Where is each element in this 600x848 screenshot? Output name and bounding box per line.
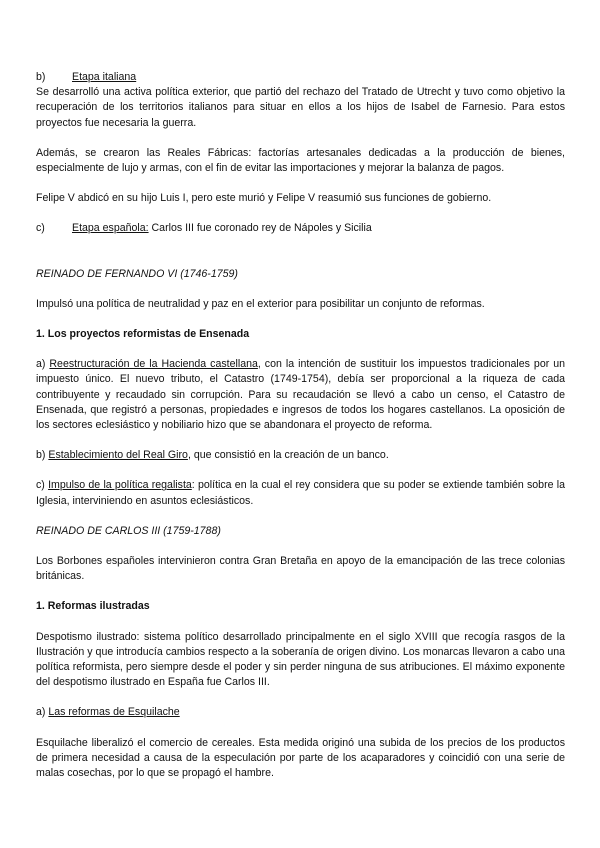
- line-text: Carlos III fue coronado rey de Nápoles y Sicilia: [148, 222, 372, 235]
- list-label: b): [36, 449, 49, 462]
- paragraph: Los Borbones españoles intervinieron contra Gran Bretaña en apoyo de la emancipación de las trece colonias británicas.: [36, 555, 565, 583]
- list-label: a): [36, 706, 49, 719]
- etapa-espanola-line: [36, 221, 565, 236]
- list-label: c): [36, 479, 49, 492]
- paragraph: [36, 448, 565, 463]
- paragraph-text: , que consistió en la creación de un banco.: [187, 449, 389, 462]
- section-heading: 1. Los proyectos reformistas de Ensenada: [36, 328, 250, 341]
- underlined-term: Las reformas de Esquilache: [48, 706, 180, 719]
- paragraph: Se desarrolló una activa política exterior, que partió del rechazo del Tratado de Utrecht y tuvo como objetivo la recuperación de los territorios italianos para situar en ellos a los hijos de Isabel de Farnesio. Para estos proyectos fue necesaria la guerra.: [36, 86, 565, 129]
- document-page: [36, 70, 565, 781]
- list-label: c): [36, 222, 45, 235]
- section-heading: 1. Reformas ilustradas: [36, 600, 150, 613]
- paragraph: Impulsó una política de neutralidad y paz en el exterior para posibilitar un conjunto de reformas.: [36, 297, 485, 310]
- paragraph: Esquilache liberalizó el comercio de cereales. Esta medida originó una subida de los precios de los productos de primera necesidad a causa de la especulación por parte de los acaparadores y coincidió con una serie de malas cosechas, por lo que se propagó el hambre.: [36, 736, 565, 780]
- paragraph-text: , con la intención de sustituir los impuestos tradicionales por un impuesto único. El nuevo tributo, el Catastro (1749-1754), debía ser proporcional a la riqueza de cada contribuyente y recaudado sin corrupción. Para su recaudación se llevó a cabo un censo, el Catastro de Ensenada, que registró a personas, propiedades e ingresos de todos los hogares castellanos. La oposición de los sectores eclesiástico y nobiliario hizo que se abandonara el proyecto de reforma.: [36, 358, 565, 432]
- paragraph: Despotismo ilustrado: sistema político desarrollado principalmente en el siglo XVIII que recogía rasgos de la Ilustración y que introducía cambios respecto a la soberanía de origen divino. Los monarcas llevaron a cabo una política reformista, pero siempre desde el poder y sin perder ninguna de sus atribuciones. El máximo exponente del despotismo ilustrado en España fue Carlos III.: [36, 630, 565, 689]
- paragraph: Además, se crearon las Reales Fábricas: factorías artesanales dedicadas a la producción de bienes, especialmente de lujo y armas, con el fin de evitar las importaciones y mejorar la balanza de pagos.: [36, 146, 565, 175]
- paragraph: [36, 478, 565, 508]
- reign-title: REINADO DE CARLOS III (1759-1788): [36, 524, 221, 537]
- list-label: b): [36, 71, 46, 83]
- underlined-term: Reestructuración de la Hacienda castellana: [49, 358, 258, 371]
- subsection-heading: [36, 705, 565, 720]
- heading-text: Etapa española:: [72, 222, 149, 235]
- underlined-term: Establecimiento del Real Giro: [48, 449, 188, 462]
- underlined-term: Impulso de la política regalista: [48, 479, 192, 492]
- paragraph: [36, 357, 565, 433]
- heading-text: Etapa italiana: [72, 71, 137, 83]
- etapa-italiana-heading: [36, 70, 565, 85]
- reign-title: REINADO DE FERNANDO VI (1746-1759): [36, 267, 238, 280]
- paragraph: Felipe V abdicó en su hijo Luis I, pero este murió y Felipe V reasumió sus funciones de gobierno.: [36, 192, 492, 205]
- list-label: a): [36, 358, 50, 371]
- paragraph-text: : política en la cual el rey considera que su poder se extiende también sobre la Iglesia, interviniendo en asuntos eclesiásticos.: [36, 479, 565, 507]
